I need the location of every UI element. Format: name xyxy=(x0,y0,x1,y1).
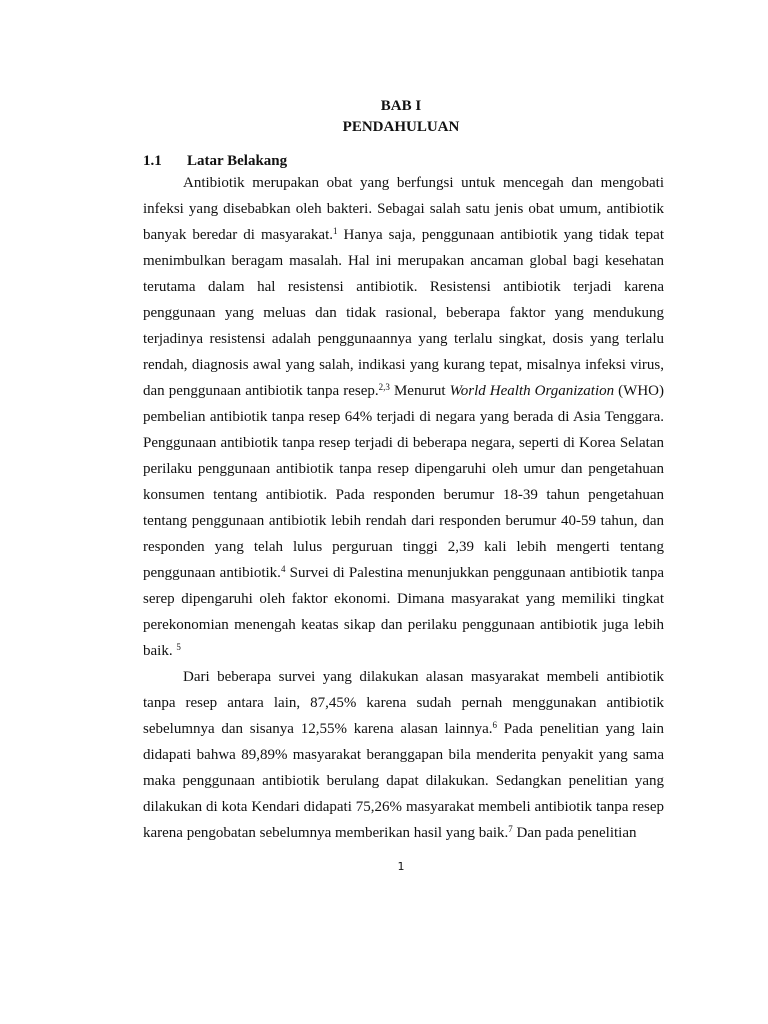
p1-text-4: (WHO) pembelian antibiotik tanpa resep 64% terjadi di negara yang berada di Asia Tenggara. Penggunaan antibiotik tanpa resep terjadi di beberapa negara, seperti di Korea Selatan perilaku penggunaan antibiotik tanpa resep dipengaruhi oleh umur dan pengetahuan konsumen tentang antibiotik. Pada responden berumur 18-39 tahun pengetahuan tentang penggunaan antibiotik lebih rendah dari responden berumur 40-59 tahun, dan responden yang telah lulus perguruan tinggi 2,39 kali lebih mengerti tentang penggunaan antibiotik. xyxy=(143,383,664,581)
section-number: 1.1 xyxy=(143,153,162,169)
body-text xyxy=(143,170,664,846)
citation-7: 7 xyxy=(508,824,513,834)
p2-text-2: Pada penelitian yang lain didapati bahwa 89,89% masyarakat beranggapan bila menderita penyakit yang sama maka penggunaan antibiotik berulang dapat dilakukan. Sedangkan penelitian yang dilakukan di kota Kendari didapati 75,26% masyarakat membeli antibiotik tanpa resep karena pengobatan sebelumnya memberikan hasil yang baik. xyxy=(143,721,664,841)
page-number: 1 xyxy=(397,860,405,873)
paragraph-2 xyxy=(143,664,664,846)
p1-text-5: Survei di Palestina menunjukkan penggunaan antibiotik tanpa serep dipengaruhi oleh faktor ekonomi. Dimana masyarakat yang memiliki tingkat perekonomian menengah keatas sikap dan perilaku penggunaan antibiotik juga lebih baik. xyxy=(143,565,665,659)
section-title: Latar Belakang xyxy=(187,153,288,169)
citation-6: 6 xyxy=(492,720,498,730)
p1-text-2: Hanya saja, penggunaan antibiotik yang tidak tepat menimbulkan beragam masalah. Hal ini merupakan ancaman global bagi kesehatan terutama dalam hal resistensi antibiotik. Resistensi antibiotik terjadi karena penggunaan yang meluas dan tidak rasional, beberapa faktor yang mendukung terjadinya resistensi adalah penggunaannya yang terlalu singkat, dosis yang terlalu rendah, diagnosis awal yang salah, indikasi yang kurang tepat, misalnya infeksi virus, dan penggunaan antibiotik tanpa resep. xyxy=(143,227,664,399)
section-heading xyxy=(143,151,287,171)
citation-5: 5 xyxy=(176,642,181,652)
citation-2-3: 2,3 xyxy=(378,382,390,392)
p1-text-1: Antibiotik merupakan obat yang berfungsi untuk mencegah dan mengobati infeksi yang disebabkan oleh bakteri. Sebagai salah satu jenis obat umum, antibiotik banyak beredar di masyarakat. xyxy=(143,175,664,243)
paragraph-1 xyxy=(143,170,664,664)
who-name: World Health Organization xyxy=(449,383,615,399)
p1-text-3: Menurut xyxy=(389,383,450,399)
chapter-title: PENDAHULUAN xyxy=(342,119,460,135)
citation-1: 1 xyxy=(333,226,338,236)
citation-4: 4 xyxy=(280,564,286,574)
p2-text-1: Dari beberapa survei yang dilakukan alasan masyarakat membeli antibiotik tanpa resep antara lain, 87,45% karena sudah pernah menggunakan antibiotik sebelumnya dan sisanya 12,55% karena alasan lainnya. xyxy=(143,669,664,737)
p2-text-3: Dan pada penelitian xyxy=(512,825,637,841)
chapter-label: BAB I xyxy=(380,98,422,114)
